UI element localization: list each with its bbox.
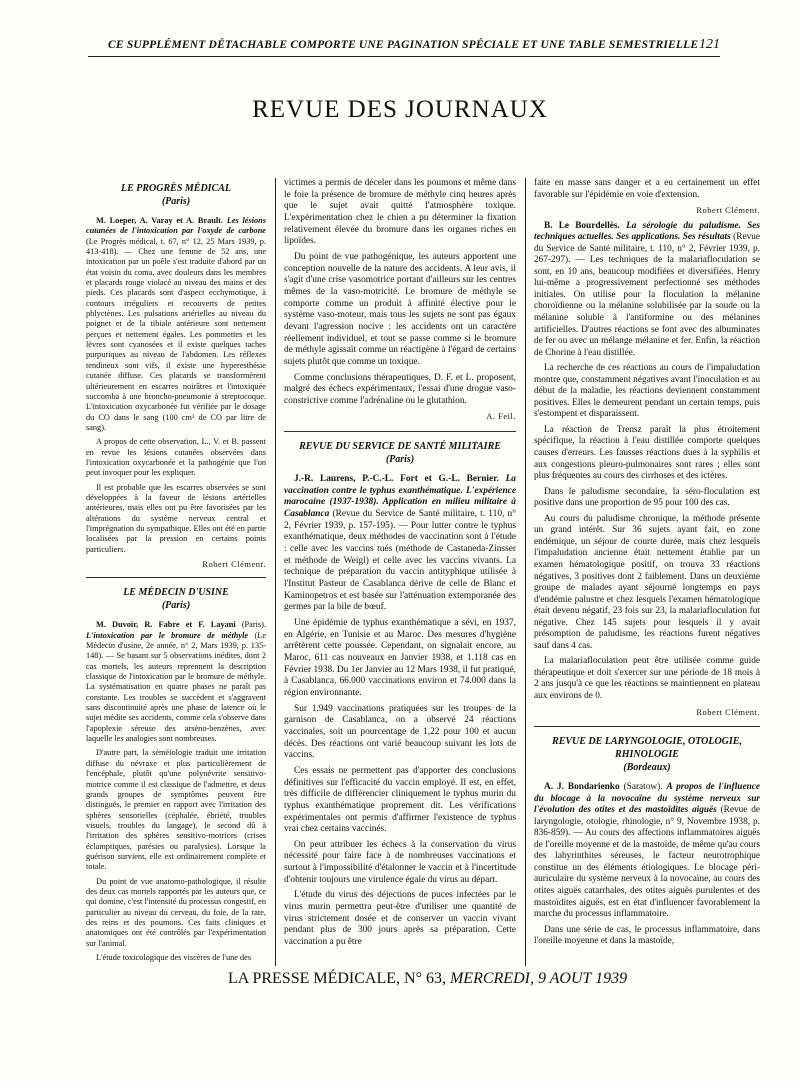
article-title: La vaccination contre le typhus exanthématique. L'expérience marocaine (1937-1938). Application en milieu militaire à Casablanca [284,474,516,520]
article-authors: M. Duvoir, R. Fabre et F. Layani [96,620,236,630]
article-abstract [86,216,266,433]
article-body: (Revue du Service de Santé militaire, t. 110, n° 2, Février 1939, p. 267-297). — Les techniques de la malariafloculation se sont, en 10 ans, beaucoup modifiées et diversifiées. Henry lui-même a progressivement perfectionné ses méthodes initiales. On utilise pour la floculation la mélanine choroïdienne ou la mélanine solubilisée par la soude ou la mélanine soluble à l'antiformine ou des mélanines artificielles. D'autres réactions se font avec des albuminates de fer ou avec un mélange mélanine et fer. Enfin, la réaction de Chorine à l'eau distillée. [534,232,761,358]
article-authors: J.-R. Laurens, P.-C.-L. Fort et G.-L. Bernier. [294,474,499,485]
issue-date: MERCREDI, 9 AOUT 1939 [449,970,628,987]
article-paragraph: On peut attribuer les échecs à la conservation du virus nécessité pour faire face à de nombreuses vaccinations et surtout à l'impossibilité d'étalonner le vaccin et à l'incertitude d'obtenir toujours une virulence égale du virus au départ. [284,839,516,885]
article-paragraph: Dans une série de cas, le processus inflammatoire, dans l'oreille moyenne et dans la mastoïde, [534,924,760,947]
reviewer-signature: A. Feil. [486,411,516,422]
article-authors: A. J. Bondarienko [544,782,620,793]
article-title: A propos de l'influence du blocage à la novocaïne du système nerveux sur l'évolution des otites et des mastoïdites aiguës [534,782,761,816]
article-paragraph: L'étude toxicologique des viscères de l'une des [96,953,252,962]
reviewer-signature: Robert Clément. [696,205,760,216]
article-paragraph: La malariafloculation peut être utilisée comme guide thérapeutique et doit s'exercer sur une période de 18 mois à 2 ans jusqu'à ce que les réactions se maintiennent en plateau aux environs de 0. [534,656,760,701]
column-3 [534,178,760,952]
article-abstract [86,620,266,744]
article-paragraph: Une épidémie de typhus exanthématique a sévi, en 1937, en Algérie, en Tunisie et au Maroc. Des mesures d'hygiène arrêtèrent cette poussée. Cependant, on signalait encore, au Maroc, 611 cas nouveaux en Janvier 1938, et 1.118 cas en Février 1938. Du 1er Janvier au 12 Mars 1938, il fut pratiqué, à Casablanca, 66.000 vaccinations environ et 74.000 dans la région environnante. [284,618,516,698]
journal-place: (Paris) [385,454,415,466]
article-paragraph: L'étude du virus des déjections de puces infectées par le virus murin permettra peut-être d'utiliser une quantité de virus strictement dosée et de conserver un vaccin vivant pendant plus de 300 jours après sa préparation. Cette vaccination a pu être [284,890,516,948]
article-body: (Le Progrès médical, t. 67, n° 12, 25 Mars 1939, p. 413-418). — Chez une femme de 52 ans, une intoxication par un poêle s'est traduite d'abord par un état voisin du coma, avec douleurs dans les membres et placards rouge violacé au niveau des mains et des pieds. Ces placards sont d'aspect ecchymotique, à contours irréguliers et recouverts de petites phlyctènes. Les pulsations artérielles au niveau du poignet et de la tibiale antérieure sont nettement perçues et nettement égales. Les pommettes et les lèvres sont cyanosées et il existe quelques taches purpuriques au niveau de l'abdomen. Les réflexes tendineux sont vifs, il existe une hyperesthésie cutanée diffuse. Ces placards se transformèrent ultérieurement en escarres noirâtres et l'intoxiquée succomba à une broncho-pneumonie à streptocoque. L'intoxication oxycarbonée fut vérifiée par le dosage du CO dans le sang (100 cm³ de CO par litre de sang). [86,236,266,432]
article-paragraph: Sur 1.949 vaccinations pratiquées sur les troupes de la garnison de Casablanca, on a observé 24 réactions vaccinales, soit un pourcentage de 1,22 pour 100 et aucun décès. Des réactions ont varié beaucoup suivant les lots de vaccins. [284,703,516,761]
section-rule [534,726,760,727]
journal-place: (Bordeaux) [623,762,671,774]
journal-name: LE MÉDECIN D'USINE [123,587,229,599]
author-city: (Paris). [241,620,266,630]
journal-heading [534,735,760,774]
article-paragraph: Du point de vue anatomo-pathologique, il résulte des deux cas mortels rapportés par les auteurs que, ce qui domine, c'est l'intensité du processus congestif, en particulier au niveau du cerveau, du foie, de la rate, des reins et des poumons. Ces faits cliniques et anatomiques ont été contrôlés par l'expérimentation sur l'animal. [86,876,266,948]
top-header [88,38,720,57]
reviewer-signature: Robert Clément. [202,559,266,569]
journal-name: REVUE DU SERVICE DE SANTÉ MILITAIRE [299,441,501,453]
page-number: 121 [699,37,720,52]
supplement-notice: CE SUPPLÉMENT DÉTACHABLE COMPORTE UNE PAGINATION SPÉCIALE ET UNE TABLE SEMESTRIELLE [108,39,699,51]
journal-name: REVUE DE LARYNGOLOGIE, OTOLOGIE, RHINOLOGIE [552,736,742,761]
reviewer-signature: Robert Clément. [696,706,760,717]
article-paragraph: La recherche de ces réactions au cours de l'impaludation montre que, constamment négatives avant l'inoculation et au début de la maladie, les réactions deviennent constamment positives. Elles le demeurent pendant un certain temps, puis s'estompent et disparaissent. [534,363,760,420]
article-paragraph: Dans le paludisme secondaire, la séro-floculation est positive dans une proportion de 95 pour 100 des cas. [534,486,760,509]
article-abstract [284,474,516,614]
section-rule [86,577,266,578]
journal-heading [284,440,516,466]
journal-place: (Paris) [161,600,191,612]
column-1 [86,178,266,967]
journal-name: LE PROGRÈS MÉDICAL [120,183,232,194]
author-city: (Saratow). [623,782,663,793]
column-divider [525,178,526,966]
article-paragraph: faite en masse sans danger et a eu certainement un effet favorable sur l'épidémie en voie d'extension. [534,178,760,200]
article-title: L'intoxication par le bromure de méthyle [86,630,249,640]
journal-issue: LA PRESSE MÉDICALE, N° 63, [228,970,446,987]
journal-heading [86,586,266,612]
column-2 [284,178,516,953]
article-paragraph: La réaction de Trensz paraît la plus étroitement spécifique, la réaction à l'eau distillée comporte quelques causes d'erreurs. Les fausses réactions dues à la syphilis et aux congestions pleuro-pulmonaires sont rares ; elles sont plus fréquentes au cours des cirrhoses et des ictères. [534,424,760,482]
article-body: (Revue du Service de Santé militaire, t. 110, n° 2, Février 1939, p. 157-195). — Pour lutter contre le typhus exanthématique, deux méthodes de vaccination sont à l'étude : celle avec les vaccins tués (méthode de Castaneda-Zinsser et méthode de Weigl) et celle avec les vaccins vivants. La technique de préparation du vaccin antityphique utilisée à l'Institut Pasteur de Casablanca dérive de celle de Blanc et Kaminopetros et est basée sur l'atténuation extemporanée des germes par la bile de bœuf. [284,509,516,613]
article-title: La sérologie du paludisme. Ses techniques actuelles. Ses applications. Ses résultats [534,220,761,243]
article-paragraph: Au cours du paludisme chronique, la méthode présente un grand intérêt. Sur 36 sujets ayant fait, en zone endémique, un séjour de courte durée, mais chez lesquels l'impaludation ancienne était nettement établie par un examen hématologique positif, on trouva 33 réactions négatives, 3 positives dont 2 faiblement. Dans un deuxième groupe de malades ayant séjourné longtemps en pays d'endémie palustre et chez lesquels l'examen hématologique était devenu négatif, 23 fois sur 23, la malariafloculation fut négative. Chez 145 sujets pour lesquels il y avait présomption de paludisme, les réactions furent négatives sauf dans 4 cas. [534,513,760,651]
article-authors: B. Le Bourdellès. [544,220,620,231]
article-title: Les lésions cutanées de l'intoxication par l'oxyde de carbone [86,216,267,236]
column-divider [275,178,276,966]
journal-place: (Paris) [161,196,191,207]
section-rule [284,431,516,432]
article-paragraph: victimes a permis de déceler dans les poumons et même dans le foie la présence de bromure de méthyle cinq heures après que le sujet avait quitté l'atmosphère toxique. L'expérimentation chez le chien a pu déterminer la fixation relativement élevée du bromure dans les organes riches en lipoïdes. [284,178,516,247]
article-authors: M. Loeper, A. Varay et A. Brault. [96,216,224,225]
article-body: (Revue de laryngologie, otologie, rhinologie, n° 9, Novembre 1938, p. 836-859). — Au cours des affections inflammatoires aiguës de l'oreille moyenne et de la mastoïde, de même qu'au cours des labyrinthites séreuses, le facteur neurotrophique constitue un des éléments étiologiques. Le blocage péri-auriculaire du système nerveux à la novocaïne, au cours des otites aiguës catarrhales, des otites aiguës purulentes et des mastoïdites aiguës, est en état d'influencer favorablement la marche du processus inflammatoire. [534,805,760,920]
article-body: (Le Médecin d'usine, 2e année, n° 2, Mars 1939, p. 135-148). — Se basant sur 5 observations inédites, dont 2 cas mortels, les auteurs reprennent la description classique de l'intoxication par le bromure de méthyle. La systématisation en quatre phases ne paraît pas constante. Les troubles se succèdent et s'aggravent sans discontinuité après une phase de latence où le sujet médite ses accidents, comme cela s'observe dans l'apoplexie séreuse des arséno-benzènes, avec laquelle les analogies sont nombreuses. [86,630,266,744]
article-paragraph: Il est probable que les escarres observées se sont développées à la faveur de lésions artérielles antérieures, mais elles ont pu être favorisées par les altérations du système nerveux central et l'imprégnation du sympathique. Elles ont été en partie localisées par la pression en certains points particuliers. [86,482,266,554]
journal-heading [86,182,266,208]
article-paragraph: Comme conclusions thérapeutiques, D. F. et L. proposent, malgré des échecs expérimentaux, l'essai d'une drogue vaso-constrictive comme l'adrénaline ou le glutathion. [284,372,516,406]
article-paragraph: A propos de cette observation, L., V. et B. passent en revue les lésions cutanées observées dans l'intoxication oxycarbonée et la pathogénie que l'on peut invoquer pour les expliquer. [86,437,266,478]
page-footer [228,970,627,988]
article-abstract [534,221,760,360]
article-paragraph: Ces essais ne permettent pas d'apporter des conclusions définitives sur l'efficacité du vaccin employé. Il est, en effet, très difficile de différencier cliniquement le typhus murin du typhus exanthématique proprement dit. Les vérifications expérimentales ont permis d'affirmer l'existence de typhus vrai chez certains vaccinés. [284,765,516,835]
page-title: REVUE DES JOURNAUX [252,96,548,123]
article-paragraph: D'autre part, la séméiologie traduit une irritation diffuse du névraxe et plus particulièrement de l'encéphale, plutôt qu'une polynévrite sensitivo-motrice comme il est classique de l'admettre, et deux grands groupes de symptômes peuvent être distingués, le premier en rapport avec l'irritation des sphères sensorielles (céphalée, ébriété, troubles visuels, troubles du langage), le second dû à l'irritation des sphères sensitivo-motrices (crises éclamptiques, parésies ou paralysies). Lorsque la guérison survient, elle est ordinairement complète et totale. [86,748,266,872]
article-abstract [534,782,760,921]
article-paragraph: Du point de vue pathogénique, les auteurs apportent une conception nouvelle de la nature des accidents. A leur avis, il s'agit d'une crise vasomotrice portant d'ailleurs sur les centres mêmes de la vaso-motricité. Le bromure de méthyle se comporte comme un produit à affinité élective pour le système vaso-moteur, mais tous les sujets ne sont pas égaux devant l'agression nocive : les accidents ont un caractère réellement individuel, et tout se passe comme si le bromure de méthyle agissait comme un réactigène à l'égard de certains sujets plutôt que comme un toxique. [284,251,516,367]
